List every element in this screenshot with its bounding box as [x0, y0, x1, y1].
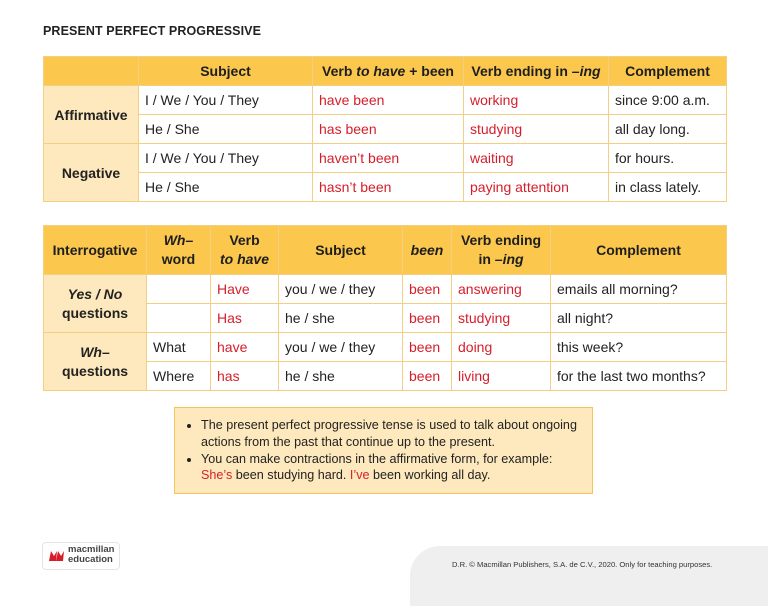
label-line2: questions [61, 304, 129, 321]
verb-cell: Have [211, 275, 279, 304]
complement-header: Complement [551, 226, 727, 275]
subject-cell: you / we / they [279, 275, 403, 304]
wh-header-line1: Wh– [163, 232, 194, 248]
subject-header: Subject [139, 57, 313, 86]
example-contraction: I’ve [349, 468, 370, 483]
label-line2: questions [61, 362, 129, 379]
subject-cell: He / She [139, 173, 313, 202]
been-cell: been [403, 362, 452, 391]
ending-cell: studying [452, 304, 551, 333]
subject-cell: he / she [279, 304, 403, 333]
ending-header-text: Verb ending in [471, 63, 572, 79]
verb-cell: hasn’t been [313, 173, 464, 202]
verb-header-italic: to have [356, 63, 406, 79]
verb-header [211, 226, 279, 275]
logo-wordmark [68, 545, 114, 565]
subject-cell: you / we / they [279, 333, 403, 362]
table-row [44, 115, 727, 144]
wh-header-line2: word [161, 251, 196, 267]
affirmative-negative-table [43, 56, 727, 202]
ending-cell: waiting [464, 144, 609, 173]
been-cell: been [403, 333, 452, 362]
example-contraction: She’s [201, 468, 233, 483]
note-item [201, 451, 582, 485]
example-text: been studying hard. [232, 468, 350, 483]
ending-header [452, 226, 551, 275]
ending-cell: answering [452, 275, 551, 304]
complement-header: Complement [609, 57, 727, 86]
ending-header [464, 57, 609, 86]
wh-cell: Where [147, 362, 211, 391]
subject-cell: I / We / You / They [139, 144, 313, 173]
wh-cell [147, 304, 211, 333]
table-header-row [44, 57, 727, 86]
complement-cell: for the last two months? [551, 362, 727, 391]
table-row [44, 304, 727, 333]
copyright-text: D.R. © Macmillan Publishers, S.A. de C.V., 2020. Only for teaching purposes. [452, 560, 713, 569]
table-row [44, 333, 727, 362]
ending-cell: studying [464, 115, 609, 144]
ending-header-italic: –ing [571, 63, 601, 79]
complement-cell: since 9:00 a.m. [609, 86, 727, 115]
verb-header-line1: Verb [229, 232, 260, 248]
example-text: been working all day. [369, 468, 491, 483]
verb-cell: Has [211, 304, 279, 333]
verb-header-suffix: + been [405, 63, 454, 79]
negative-label: Negative [44, 144, 139, 202]
complement-cell: emails all morning? [551, 275, 727, 304]
subject-header: Subject [279, 226, 403, 275]
ending-header-line2: in [478, 251, 495, 267]
logo-line2: education [68, 554, 113, 565]
interrogative-header: Interrogative [44, 226, 147, 275]
subject-cell: he / she [279, 362, 403, 391]
complement-cell: in class lately. [609, 173, 727, 202]
verb-cell: haven’t been [313, 144, 464, 173]
complement-cell: all night? [551, 304, 727, 333]
macmillan-logo-icon [48, 547, 66, 563]
ending-header-italic: –ing [494, 251, 524, 267]
ending-header-line1: Verb ending [460, 232, 542, 248]
logo-line1: macmillan [68, 544, 115, 555]
table-row [44, 86, 727, 115]
notes-list [185, 417, 582, 484]
verb-cell: has [211, 362, 279, 391]
footer-band [410, 546, 768, 606]
table-row [44, 173, 727, 202]
note-item: • The present perfect progressive tense is used to talk about ongoing actions from the past that continue up to the present. [201, 417, 582, 451]
wh-questions-label [44, 333, 147, 391]
table-row [44, 275, 727, 304]
verb-header-text: Verb [322, 63, 357, 79]
ending-cell: paying attention [464, 173, 609, 202]
complement-cell: all day long. [609, 115, 727, 144]
page-title: PRESENT PERFECT PROGRESSIVE [43, 24, 262, 38]
been-header: been [403, 226, 452, 275]
subject-cell: I / We / You / They [139, 86, 313, 115]
label-line1: Yes / No [67, 285, 123, 302]
verb-cell: have been [313, 86, 464, 115]
wh-cell: What [147, 333, 211, 362]
ending-cell: living [452, 362, 551, 391]
empty-header-cell [44, 57, 139, 86]
affirmative-label: Affirmative [44, 86, 139, 144]
verb-header [313, 57, 464, 86]
wh-word-header [147, 226, 211, 275]
complement-cell: for hours. [609, 144, 727, 173]
yes-no-questions-label [44, 275, 147, 333]
subject-cell: He / She [139, 115, 313, 144]
grammar-notes-box [174, 407, 593, 494]
ending-cell: working [464, 86, 609, 115]
been-cell: been [403, 275, 452, 304]
ending-cell: doing [452, 333, 551, 362]
macmillan-logo [42, 542, 120, 570]
been-cell: been [403, 304, 452, 333]
verb-header-line2: to have [219, 251, 269, 267]
table-header-row [44, 226, 727, 275]
table-row [44, 144, 727, 173]
complement-cell: this week? [551, 333, 727, 362]
verb-cell: have [211, 333, 279, 362]
interrogative-table [43, 225, 727, 391]
note-text: You can make contractions in the affirmative form, for example: [201, 451, 553, 466]
table-row [44, 362, 727, 391]
verb-cell: has been [313, 115, 464, 144]
label-line1: Wh– [80, 343, 110, 360]
wh-cell [147, 275, 211, 304]
